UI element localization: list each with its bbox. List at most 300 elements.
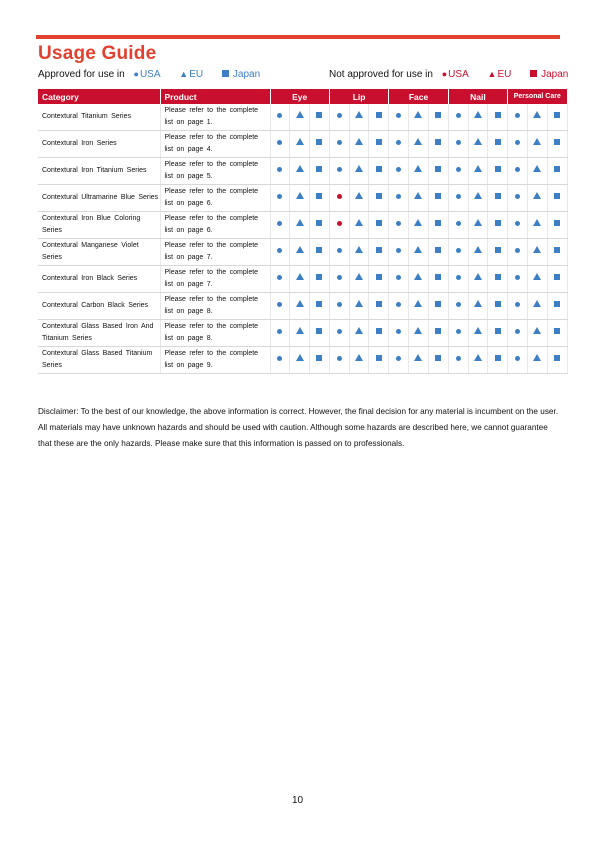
triangle-icon	[533, 300, 541, 307]
product-header: Product	[160, 89, 270, 104]
category-cell: Contextural Titanium Series	[38, 104, 160, 131]
square-icon	[554, 220, 560, 226]
nail-header: Nail	[448, 89, 507, 104]
square-icon	[495, 112, 501, 118]
legend-eu: ▲EU	[179, 69, 204, 80]
table-row	[38, 266, 567, 293]
mark-cell	[428, 266, 448, 293]
mark-cell	[369, 239, 389, 266]
triangle-icon	[533, 111, 541, 118]
dot-icon	[277, 248, 282, 253]
mark-cell	[409, 158, 429, 185]
square-icon	[530, 70, 537, 77]
triangle-icon	[474, 246, 482, 253]
dot-icon	[277, 221, 282, 226]
mark-cell	[448, 158, 468, 185]
dot-icon	[337, 194, 342, 199]
product-cell: Please refer to the complete list on page 4.	[160, 131, 270, 158]
mark-cell	[488, 185, 508, 212]
dot-icon	[515, 248, 520, 253]
triangle-icon	[355, 300, 363, 307]
mark-cell	[488, 347, 508, 374]
mark-cell	[527, 347, 547, 374]
triangle-icon	[355, 111, 363, 118]
square-icon	[316, 328, 322, 334]
dot-icon	[396, 356, 401, 361]
triangle-icon	[296, 300, 304, 307]
square-icon	[316, 301, 322, 307]
dot-icon	[456, 194, 461, 199]
square-icon	[316, 193, 322, 199]
mark-cell	[508, 266, 528, 293]
dot-icon	[456, 248, 461, 253]
mark-cell	[270, 266, 290, 293]
dot-icon	[515, 275, 520, 280]
triangle-icon	[414, 327, 422, 334]
square-icon	[554, 193, 560, 199]
mark-cell	[488, 320, 508, 347]
mark-cell	[448, 212, 468, 239]
triangle-icon	[296, 138, 304, 145]
dot-icon	[515, 329, 520, 334]
mark-cell	[389, 131, 409, 158]
mark-cell	[310, 293, 330, 320]
mark-cell	[488, 293, 508, 320]
mark-cell	[290, 104, 310, 131]
dot-icon	[456, 356, 461, 361]
mark-cell	[547, 104, 567, 131]
triangle-icon	[474, 111, 482, 118]
square-icon	[495, 220, 501, 226]
triangle-icon	[533, 354, 541, 361]
mark-cell	[527, 104, 547, 131]
category-cell: Contextural Glass Based Iron And Titanium Series	[38, 320, 160, 347]
triangle-icon	[414, 192, 422, 199]
mark-cell	[349, 320, 369, 347]
square-icon	[495, 139, 501, 145]
mark-cell	[270, 158, 290, 185]
mark-cell	[428, 185, 448, 212]
mark-cell	[369, 266, 389, 293]
eye-header: Eye	[270, 89, 329, 104]
mark-cell	[389, 293, 409, 320]
dot-icon	[337, 275, 342, 280]
dot-icon	[337, 140, 342, 145]
dot-icon	[337, 248, 342, 253]
mark-cell	[428, 293, 448, 320]
triangle-icon	[355, 219, 363, 226]
triangle-icon	[296, 246, 304, 253]
mark-cell	[369, 185, 389, 212]
mark-cell	[508, 131, 528, 158]
square-icon	[376, 274, 382, 280]
dot-icon	[515, 194, 520, 199]
dot-icon: ●	[441, 69, 448, 79]
mark-cell	[508, 347, 528, 374]
mark-cell	[290, 266, 310, 293]
square-icon	[376, 247, 382, 253]
dot-icon	[277, 113, 282, 118]
face-header: Face	[389, 89, 448, 104]
mark-cell	[428, 158, 448, 185]
mark-cell	[527, 212, 547, 239]
page-number: 10	[291, 795, 304, 806]
mark-cell	[527, 239, 547, 266]
mark-cell	[329, 158, 349, 185]
mark-cell	[547, 185, 567, 212]
mark-cell	[448, 266, 468, 293]
mark-cell	[310, 212, 330, 239]
mark-cell	[468, 158, 488, 185]
triangle-icon	[355, 165, 363, 172]
mark-cell	[547, 239, 567, 266]
triangle-icon	[355, 138, 363, 145]
square-icon	[495, 166, 501, 172]
mark-cell	[329, 131, 349, 158]
mark-cell	[468, 212, 488, 239]
approved-legend-label: Approved for use in	[38, 69, 125, 80]
mark-cell	[329, 320, 349, 347]
mark-cell	[448, 131, 468, 158]
mark-cell	[329, 239, 349, 266]
mark-cell	[290, 320, 310, 347]
mark-cell	[349, 185, 369, 212]
triangle-icon	[355, 192, 363, 199]
category-cell: Contextural Glass Based Titanium Series	[38, 347, 160, 374]
category-cell: Contextural Iron Titanium Series	[38, 158, 160, 185]
mark-cell	[409, 239, 429, 266]
mark-cell	[428, 131, 448, 158]
dot-icon	[396, 167, 401, 172]
approved-legend	[38, 69, 276, 80]
mark-cell	[389, 185, 409, 212]
product-cell: Please refer to the complete list on page 6.	[160, 185, 270, 212]
square-icon	[435, 112, 441, 118]
dot-icon	[396, 329, 401, 334]
square-icon	[316, 166, 322, 172]
mark-cell	[508, 185, 528, 212]
dot-icon	[456, 302, 461, 307]
mark-cell	[389, 266, 409, 293]
square-icon	[316, 220, 322, 226]
triangle-icon	[355, 273, 363, 280]
mark-cell	[270, 185, 290, 212]
mark-cell	[270, 293, 290, 320]
triangle-icon	[296, 111, 304, 118]
mark-cell	[290, 293, 310, 320]
table-row	[38, 293, 567, 320]
mark-cell	[409, 293, 429, 320]
mark-cell	[409, 266, 429, 293]
square-icon	[554, 112, 560, 118]
square-icon	[435, 193, 441, 199]
triangle-icon	[474, 138, 482, 145]
mark-cell	[468, 320, 488, 347]
personal-care-header: Personal Care	[508, 89, 567, 104]
mark-cell	[310, 239, 330, 266]
mark-cell	[369, 293, 389, 320]
category-cell: Contextural Manganese Violet Series	[38, 239, 160, 266]
mark-cell	[389, 347, 409, 374]
triangle-icon	[296, 354, 304, 361]
mark-cell	[369, 158, 389, 185]
product-cell: Please refer to the complete list on page 5.	[160, 158, 270, 185]
mark-cell	[310, 320, 330, 347]
category-cell: Contextural Iron Blue Coloring Series	[38, 212, 160, 239]
mark-cell	[409, 320, 429, 347]
mark-cell	[488, 158, 508, 185]
table-row	[38, 347, 567, 374]
legend-japan: Japan	[222, 69, 260, 80]
square-icon	[554, 247, 560, 253]
mark-cell	[270, 347, 290, 374]
category-cell: Contextural Carbon Black Series	[38, 293, 160, 320]
mark-cell	[290, 347, 310, 374]
mark-cell	[329, 212, 349, 239]
mark-cell	[547, 347, 567, 374]
dot-icon	[277, 329, 282, 334]
triangle-icon	[414, 246, 422, 253]
table-header-row	[38, 89, 567, 104]
dot-icon	[277, 302, 282, 307]
dot-icon	[515, 113, 520, 118]
mark-cell	[488, 104, 508, 131]
table-row	[38, 131, 567, 158]
mark-cell	[508, 158, 528, 185]
square-icon	[554, 139, 560, 145]
table-row	[38, 212, 567, 239]
square-icon	[316, 274, 322, 280]
mark-cell	[270, 320, 290, 347]
mark-cell	[290, 158, 310, 185]
square-icon	[376, 220, 382, 226]
mark-cell	[527, 131, 547, 158]
legend-usa: ●USA	[133, 69, 161, 80]
mark-cell	[389, 212, 409, 239]
mark-cell	[310, 185, 330, 212]
mark-cell	[290, 239, 310, 266]
square-icon	[495, 274, 501, 280]
dot-icon	[396, 140, 401, 145]
triangle-icon	[474, 273, 482, 280]
triangle-icon	[296, 327, 304, 334]
mark-cell	[329, 293, 349, 320]
triangle-icon	[296, 192, 304, 199]
dot-icon	[515, 221, 520, 226]
mark-cell	[369, 212, 389, 239]
dot-icon	[337, 356, 342, 361]
dot-icon	[396, 221, 401, 226]
square-icon	[435, 301, 441, 307]
square-icon	[435, 220, 441, 226]
triangle-icon	[296, 165, 304, 172]
square-icon	[495, 193, 501, 199]
dot-icon	[396, 275, 401, 280]
triangle-icon	[533, 138, 541, 145]
square-icon	[435, 247, 441, 253]
product-cell: Please refer to the complete list on page 1.	[160, 104, 270, 131]
square-icon	[222, 70, 229, 77]
mark-cell	[488, 239, 508, 266]
square-icon	[435, 274, 441, 280]
mark-cell	[468, 131, 488, 158]
square-icon	[376, 139, 382, 145]
mark-cell	[349, 266, 369, 293]
product-cell: Please refer to the complete list on page 8.	[160, 320, 270, 347]
square-icon	[554, 301, 560, 307]
dot-icon	[277, 275, 282, 280]
mark-cell	[547, 266, 567, 293]
mark-cell	[329, 266, 349, 293]
category-cell: Contextural Ultramarine Blue Series	[38, 185, 160, 212]
square-icon	[495, 301, 501, 307]
usage-table	[38, 89, 568, 374]
dot-icon	[456, 113, 461, 118]
square-icon	[435, 166, 441, 172]
dot-icon	[396, 113, 401, 118]
dot-icon: ●	[133, 69, 139, 79]
mark-cell	[488, 212, 508, 239]
triangle-icon	[533, 273, 541, 280]
square-icon	[554, 355, 560, 361]
square-icon	[554, 274, 560, 280]
not-approved-legend	[329, 69, 584, 80]
mark-cell	[488, 266, 508, 293]
mark-cell	[270, 104, 290, 131]
mark-cell	[310, 347, 330, 374]
mark-cell	[290, 212, 310, 239]
triangle-icon	[414, 273, 422, 280]
mark-cell	[547, 131, 567, 158]
square-icon	[435, 139, 441, 145]
mark-cell	[468, 239, 488, 266]
mark-cell	[409, 347, 429, 374]
mark-cell	[508, 212, 528, 239]
mark-cell	[448, 239, 468, 266]
square-icon	[495, 247, 501, 253]
table-row	[38, 320, 567, 347]
mark-cell	[310, 158, 330, 185]
dot-icon	[277, 140, 282, 145]
mark-cell	[527, 293, 547, 320]
dot-icon	[515, 167, 520, 172]
mark-cell	[468, 266, 488, 293]
triangle-icon	[533, 327, 541, 334]
dot-icon	[337, 167, 342, 172]
page-title: Usage Guide	[38, 43, 157, 64]
mark-cell	[310, 131, 330, 158]
dot-icon	[456, 329, 461, 334]
mark-cell	[527, 266, 547, 293]
lip-header: Lip	[329, 89, 388, 104]
square-icon	[376, 301, 382, 307]
dot-icon	[337, 221, 342, 226]
square-icon	[376, 193, 382, 199]
mark-cell	[428, 212, 448, 239]
triangle-icon	[474, 327, 482, 334]
mark-cell	[508, 104, 528, 131]
table-row	[38, 104, 567, 131]
mark-cell	[508, 239, 528, 266]
mark-cell	[547, 320, 567, 347]
dot-icon	[337, 302, 342, 307]
mark-cell	[448, 320, 468, 347]
triangle-icon	[474, 165, 482, 172]
mark-cell	[428, 320, 448, 347]
triangle-icon: ▲	[179, 69, 189, 79]
triangle-icon	[414, 219, 422, 226]
mark-cell	[488, 131, 508, 158]
square-icon	[495, 328, 501, 334]
triangle-icon	[414, 300, 422, 307]
mark-cell	[547, 293, 567, 320]
square-icon	[554, 328, 560, 334]
mark-cell	[547, 212, 567, 239]
mark-cell	[349, 131, 369, 158]
mark-cell	[527, 158, 547, 185]
legend-eu: ▲EU	[487, 69, 512, 80]
category-header: Category	[38, 89, 160, 104]
mark-cell	[428, 239, 448, 266]
square-icon	[376, 328, 382, 334]
mark-cell	[369, 320, 389, 347]
dot-icon	[456, 275, 461, 280]
table-row	[38, 239, 567, 266]
triangle-icon	[296, 219, 304, 226]
mark-cell	[468, 347, 488, 374]
mark-cell	[310, 104, 330, 131]
mark-cell	[508, 320, 528, 347]
product-cell: Please refer to the complete list on page 7.	[160, 239, 270, 266]
product-cell: Please refer to the complete list on page 7.	[160, 266, 270, 293]
mark-cell	[329, 104, 349, 131]
triangle-icon	[414, 138, 422, 145]
disclaimer: Disclaimer: To the best of our knowledge, the above information is correct. However, the final decision for any material is incumbent on the user. All materials may have unknown hazards and should be used with caution. Although some hazards are described here, we cannot guarantee that these are the only hazards. Please make sure that this information is passed on to professionals.	[38, 407, 559, 448]
square-icon	[316, 112, 322, 118]
mark-cell	[448, 185, 468, 212]
mark-cell	[349, 293, 369, 320]
mark-cell	[468, 104, 488, 131]
not-approved-legend-label: Not approved for use in	[329, 69, 433, 80]
mark-cell	[409, 131, 429, 158]
table-row	[38, 185, 567, 212]
mark-cell	[290, 185, 310, 212]
product-cell: Please refer to the complete list on page 8.	[160, 293, 270, 320]
category-cell: Contextural Iron Black Series	[38, 266, 160, 293]
mark-cell	[448, 293, 468, 320]
square-icon	[554, 166, 560, 172]
mark-cell	[270, 239, 290, 266]
table-row	[38, 158, 567, 185]
triangle-icon	[355, 354, 363, 361]
mark-cell	[389, 239, 409, 266]
dot-icon	[337, 113, 342, 118]
mark-cell	[409, 212, 429, 239]
legend-usa: ●USA	[441, 69, 469, 80]
mark-cell	[527, 320, 547, 347]
header-rule	[36, 35, 560, 39]
mark-cell	[389, 320, 409, 347]
mark-cell	[270, 131, 290, 158]
triangle-icon	[474, 354, 482, 361]
square-icon	[316, 247, 322, 253]
dot-icon	[515, 356, 520, 361]
mark-cell	[389, 104, 409, 131]
square-icon	[376, 166, 382, 172]
mark-cell	[349, 104, 369, 131]
square-icon	[376, 112, 382, 118]
triangle-icon	[414, 111, 422, 118]
